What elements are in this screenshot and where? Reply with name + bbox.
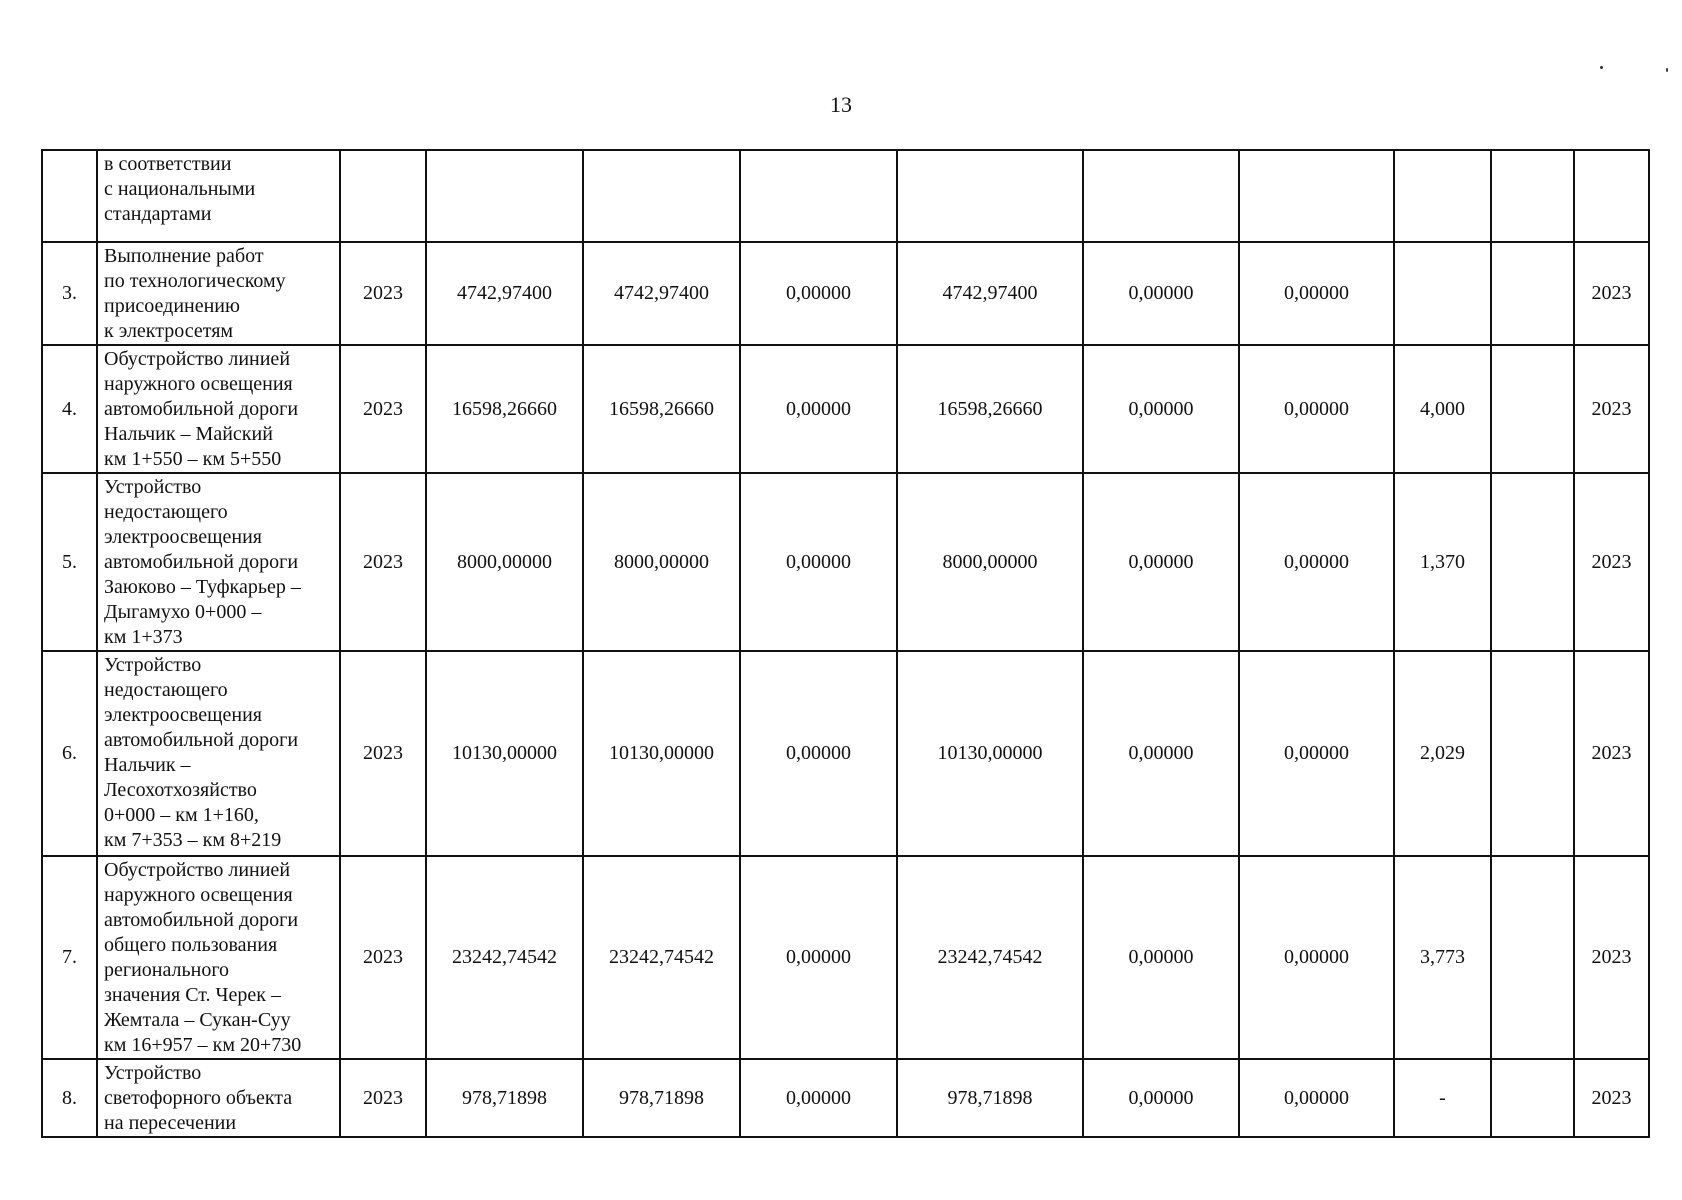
cell-year: 2023 bbox=[340, 473, 426, 651]
cell-c4: 23242,74542 bbox=[897, 856, 1083, 1059]
cell-c1: 23242,74542 bbox=[426, 856, 583, 1059]
cell-c8 bbox=[1491, 473, 1574, 651]
cell-c7: - bbox=[1394, 1059, 1491, 1137]
cell-c3: 0,00000 bbox=[740, 651, 897, 856]
cell-c8 bbox=[1491, 856, 1574, 1059]
cell-c5: 0,00000 bbox=[1083, 242, 1239, 345]
cell-c3: 0,00000 bbox=[740, 473, 897, 651]
row-number bbox=[42, 150, 97, 242]
cell-c5: 0,00000 bbox=[1083, 856, 1239, 1059]
row-name-line: с национальными bbox=[104, 178, 256, 200]
table-row bbox=[42, 1059, 1649, 1137]
cell-c3: 0,00000 bbox=[740, 856, 897, 1059]
table-row bbox=[42, 345, 1649, 473]
cell-c8 bbox=[1491, 242, 1574, 345]
row-name-line: регионального bbox=[104, 959, 230, 981]
cell-c7: 3,773 bbox=[1394, 856, 1491, 1059]
row-name-line: значения Ст. Черек – bbox=[104, 984, 282, 1006]
cell-c1 bbox=[426, 150, 583, 242]
cell-c4 bbox=[897, 150, 1083, 242]
row-name-line: Жемтала – Сукан-Суу bbox=[104, 1009, 291, 1031]
row-name-line: присоединению bbox=[104, 295, 240, 317]
row-name-line: Устройство bbox=[104, 476, 202, 498]
row-name bbox=[97, 651, 340, 856]
row-name-line: Нальчик – bbox=[104, 754, 191, 776]
row-name-line: автомобильной дороги bbox=[104, 729, 299, 751]
cell-c6 bbox=[1239, 150, 1394, 242]
scan-speck bbox=[1666, 68, 1668, 72]
cell-end-year: 2023 bbox=[1574, 473, 1649, 651]
cell-end-year: 2023 bbox=[1574, 242, 1649, 345]
row-number: 5. bbox=[42, 473, 97, 651]
row-name-line: Обустройство линией bbox=[104, 859, 291, 881]
row-name-line: стандартами bbox=[104, 203, 212, 225]
cell-end-year: 2023 bbox=[1574, 345, 1649, 473]
cell-c2: 23242,74542 bbox=[583, 856, 740, 1059]
cell-c1: 10130,00000 bbox=[426, 651, 583, 856]
row-name-line: автомобильной дороги bbox=[104, 398, 299, 420]
cell-year: 2023 bbox=[340, 345, 426, 473]
row-number: 6. bbox=[42, 651, 97, 856]
cell-end-year bbox=[1574, 150, 1649, 242]
row-name-line: Устройство bbox=[104, 1062, 202, 1084]
cell-end-year: 2023 bbox=[1574, 1059, 1649, 1137]
cell-c3: 0,00000 bbox=[740, 345, 897, 473]
row-name-line: км 16+957 – км 20+730 bbox=[104, 1034, 302, 1056]
cell-c1: 8000,00000 bbox=[426, 473, 583, 651]
row-name bbox=[97, 473, 340, 651]
row-name bbox=[97, 150, 340, 242]
cell-c7: 1,370 bbox=[1394, 473, 1491, 651]
row-name-line: км 1+550 – км 5+550 bbox=[104, 448, 282, 470]
cell-c2: 4742,97400 bbox=[583, 242, 740, 345]
cell-c5: 0,00000 bbox=[1083, 473, 1239, 651]
cell-c1: 4742,97400 bbox=[426, 242, 583, 345]
row-name-line: наружного освещения bbox=[104, 373, 293, 395]
row-name-line: недостающего bbox=[104, 679, 228, 701]
row-number: 8. bbox=[42, 1059, 97, 1137]
row-name bbox=[97, 856, 340, 1059]
row-name-line: светофорного объекта bbox=[104, 1087, 293, 1109]
cell-c3: 0,00000 bbox=[740, 1059, 897, 1137]
cell-year: 2023 bbox=[340, 651, 426, 856]
row-name-line: автомобильной дороги bbox=[104, 909, 299, 931]
table-row bbox=[42, 473, 1649, 651]
cell-year: 2023 bbox=[340, 242, 426, 345]
cell-c5: 0,00000 bbox=[1083, 651, 1239, 856]
cell-c6: 0,00000 bbox=[1239, 242, 1394, 345]
row-name-line: Обустройство линией bbox=[104, 348, 291, 370]
cell-c4: 16598,26660 bbox=[897, 345, 1083, 473]
row-name-line: на пересечении bbox=[104, 1112, 237, 1134]
cell-year bbox=[340, 150, 426, 242]
row-name-line: общего пользования bbox=[104, 934, 278, 956]
row-name-line: по технологическому bbox=[104, 270, 286, 292]
cell-c5 bbox=[1083, 150, 1239, 242]
table-row bbox=[42, 242, 1649, 345]
cell-c6: 0,00000 bbox=[1239, 473, 1394, 651]
table-row bbox=[42, 150, 1649, 242]
cell-c4: 978,71898 bbox=[897, 1059, 1083, 1137]
row-name-line: Устройство bbox=[104, 654, 202, 676]
row-name-line: Лесохотхозяйство bbox=[104, 779, 257, 801]
row-name-line: 0+000 – км 1+160, bbox=[104, 804, 259, 826]
row-name-line: в соответствии bbox=[104, 153, 232, 175]
row-name-line: км 7+353 – км 8+219 bbox=[104, 829, 282, 851]
cell-c2: 16598,26660 bbox=[583, 345, 740, 473]
cell-c2 bbox=[583, 150, 740, 242]
cell-c6: 0,00000 bbox=[1239, 856, 1394, 1059]
cell-c4: 8000,00000 bbox=[897, 473, 1083, 651]
cell-c8 bbox=[1491, 1059, 1574, 1137]
cell-c6: 0,00000 bbox=[1239, 651, 1394, 856]
cell-c8 bbox=[1491, 651, 1574, 856]
cell-c7 bbox=[1394, 242, 1491, 345]
row-name-line: Выполнение работ bbox=[104, 245, 264, 267]
cell-c7 bbox=[1394, 150, 1491, 242]
row-name-line: наружного освещения bbox=[104, 884, 293, 906]
row-name-line: Дыгамухо 0+000 – bbox=[104, 601, 262, 623]
cell-c5: 0,00000 bbox=[1083, 1059, 1239, 1137]
cell-end-year: 2023 bbox=[1574, 856, 1649, 1059]
row-name-line: электроосвещения bbox=[104, 704, 262, 726]
row-name-line: автомобильной дороги bbox=[104, 551, 299, 573]
scan-speck bbox=[1600, 66, 1603, 69]
cell-c6: 0,00000 bbox=[1239, 1059, 1394, 1137]
cell-year: 2023 bbox=[340, 1059, 426, 1137]
cell-year: 2023 bbox=[340, 856, 426, 1059]
row-name bbox=[97, 242, 340, 345]
cell-c7: 4,000 bbox=[1394, 345, 1491, 473]
cell-c2: 8000,00000 bbox=[583, 473, 740, 651]
cell-c3: 0,00000 bbox=[740, 242, 897, 345]
table-row bbox=[42, 856, 1649, 1059]
table-row bbox=[42, 651, 1649, 856]
cell-c8 bbox=[1491, 150, 1574, 242]
row-name-line: Заюково – Туфкарьер – bbox=[104, 576, 301, 598]
budget-table bbox=[41, 149, 1650, 1138]
cell-c1: 978,71898 bbox=[426, 1059, 583, 1137]
row-number: 7. bbox=[42, 856, 97, 1059]
row-name bbox=[97, 1059, 340, 1137]
cell-end-year: 2023 bbox=[1574, 651, 1649, 856]
cell-c2: 10130,00000 bbox=[583, 651, 740, 856]
row-name-line: к электросетям bbox=[104, 320, 234, 342]
row-name bbox=[97, 345, 340, 473]
cell-c6: 0,00000 bbox=[1239, 345, 1394, 473]
row-name-line: Нальчик – Майский bbox=[104, 423, 273, 445]
cell-c8 bbox=[1491, 345, 1574, 473]
cell-c7: 2,029 bbox=[1394, 651, 1491, 856]
row-name-line: недостающего bbox=[104, 501, 228, 523]
cell-c3 bbox=[740, 150, 897, 242]
row-name-line: электроосвещения bbox=[104, 526, 262, 548]
row-name-line: км 1+373 bbox=[104, 626, 183, 648]
cell-c4: 4742,97400 bbox=[897, 242, 1083, 345]
cell-c1: 16598,26660 bbox=[426, 345, 583, 473]
cell-c5: 0,00000 bbox=[1083, 345, 1239, 473]
row-number: 3. bbox=[42, 242, 97, 345]
row-number: 4. bbox=[42, 345, 97, 473]
cell-c4: 10130,00000 bbox=[897, 651, 1083, 856]
cell-c2: 978,71898 bbox=[583, 1059, 740, 1137]
page-number: 13 bbox=[830, 92, 852, 117]
